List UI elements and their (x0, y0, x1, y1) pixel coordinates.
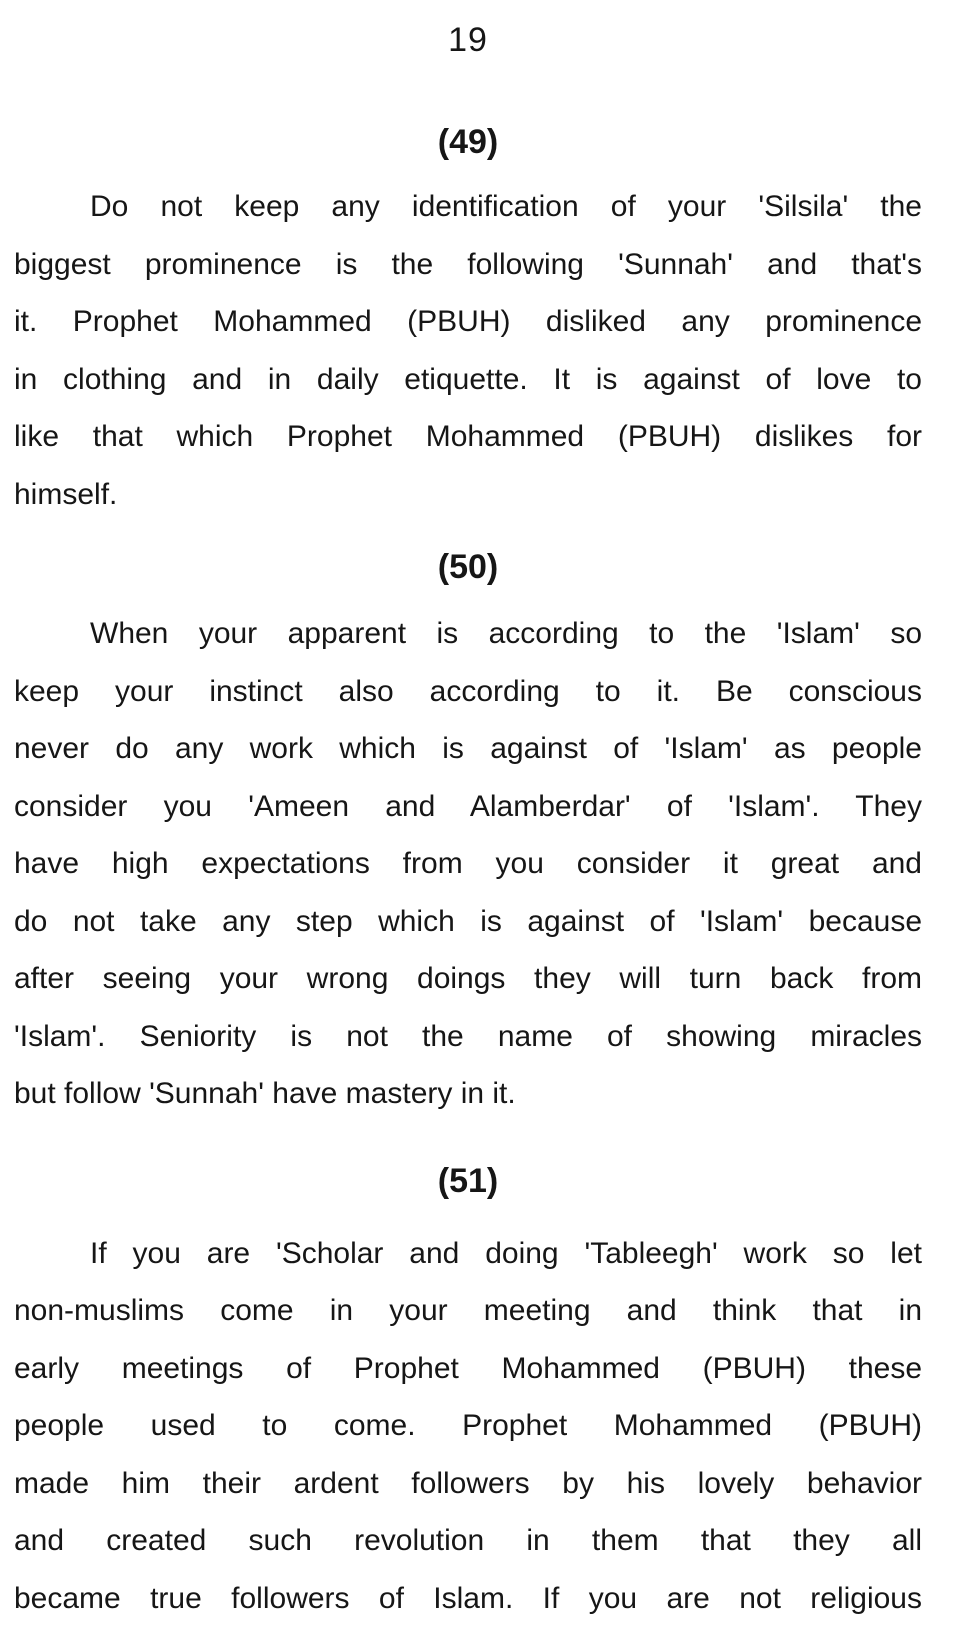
text-line: and created such revolution in them that they all (14, 1524, 922, 1557)
section-lines (14, 178, 922, 523)
text-line: people used to come. Prophet Mohammed (PBUH) (14, 1409, 922, 1442)
text-line: When your apparent is according to the 'Islam' so (90, 617, 922, 650)
text-line: in clothing and in daily etiquette. It is against of love to (14, 362, 922, 396)
text-line: 'Islam'. Seniority is not the name of showing miracles (14, 1019, 922, 1053)
text-line: but follow 'Sunnah' have mastery in it. (14, 1077, 516, 1110)
section-lines (14, 605, 922, 1123)
text-line: never do any work which is against of 'Islam' as people (14, 732, 922, 765)
text-line: after seeing your wrong doings they will turn back from (14, 962, 922, 995)
section-heading: (50) (437, 548, 499, 586)
sections (14, 122, 922, 1627)
text-line: do not take any step which is against of 'Islam' because (14, 904, 922, 938)
text-line: non-muslims come in your meeting and think that in (14, 1294, 922, 1327)
page-number: 19 (448, 21, 488, 59)
text-line: have high expectations from you consider it great and (14, 847, 922, 880)
text-line: himself. (14, 477, 118, 511)
text-line: Do not keep any identification of your 'Silsila' the (90, 190, 922, 223)
text-line: If you are 'Scholar and doing 'Tableegh' work so let (90, 1236, 922, 1270)
section (14, 547, 922, 1123)
text-line: made him their ardent followers by his lovely behavior (14, 1466, 922, 1500)
text-line: biggest prominence is the following 'Sunnah' and that's (14, 247, 922, 281)
section (14, 1161, 922, 1628)
text-line: like that which Prophet Mohammed (PBUH) dislikes for (14, 420, 922, 453)
text-line: became true followers of Islam. If you are not religious (14, 1581, 922, 1615)
text-line: early meetings of Prophet Mohammed (PBUH) these (14, 1351, 922, 1385)
text-line: consider you 'Ameen and Alamberdar' of 'Islam'. They (14, 789, 922, 823)
section-heading: (49) (437, 123, 499, 161)
text-line: it. Prophet Mohammed (PBUH) disliked any prominence (14, 305, 922, 338)
section-heading: (51) (437, 1161, 499, 1200)
section-lines (14, 1225, 922, 1628)
text-line: keep your instinct also according to it. Be conscious (14, 674, 922, 708)
section (14, 122, 922, 523)
